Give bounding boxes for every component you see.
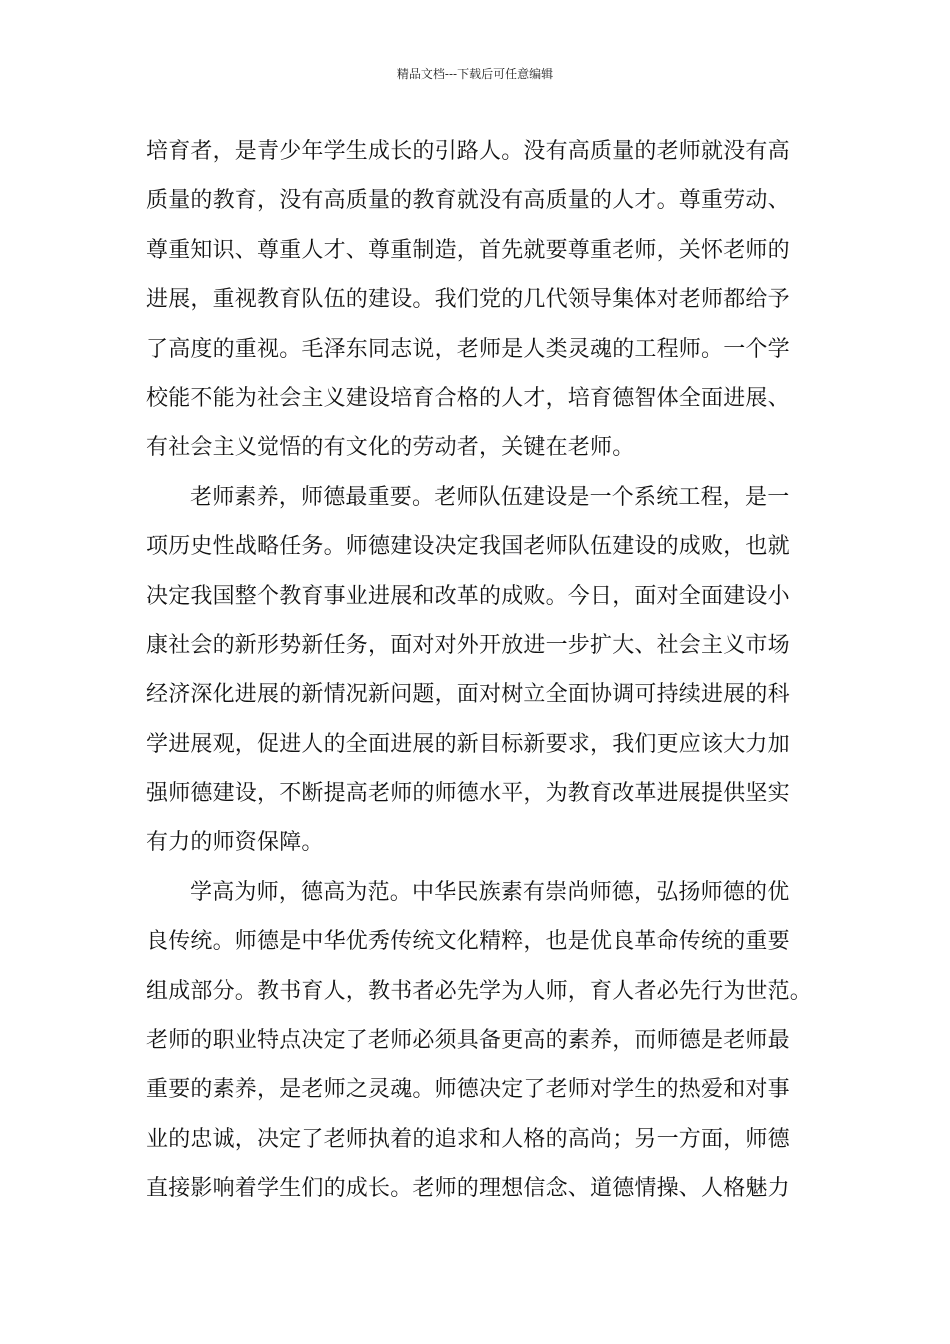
text-line: 直接影响着学生们的成长。老师的理想信念、道德情操、人格魅力	[146, 1176, 790, 1202]
paragraph-3	[146, 868, 816, 1214]
text-line: 学进展观，促进人的全面进展的新目标新要求，我们更应该大力加	[146, 731, 790, 757]
text-line: 老师的职业特点决定了老师必须具备更高的素养，而师德是老师最	[146, 1028, 790, 1054]
text-line: 业的忠诚，决定了老师执着的追求和人格的高尚；另一方面，师德	[146, 1126, 790, 1152]
text-line: 有力的师资保障。	[146, 830, 324, 856]
text-line: 质量的教育，没有高质量的教育就没有高质量的人才。尊重劳动、	[146, 188, 790, 214]
text-line: 康社会的新形势新任务，面对对外开放进一步扩大、社会主义市场	[146, 632, 790, 658]
text-line: 培育者，是青少年学生成长的引路人。没有高质量的老师就没有高	[146, 139, 790, 164]
text-line: 有社会主义觉悟的有文化的劳动者，关键在老师。	[146, 435, 635, 461]
text-line: 学高为师，德高为范。中华民族素有崇尚师德，弘扬师德的优	[190, 879, 790, 905]
paragraph-1	[146, 127, 816, 473]
text-line: 良传统。师德是中华优秀传统文化精粹，也是优良革命传统的重要	[146, 929, 790, 955]
text-line: 了高度的重视。毛泽东同志说，老师是人类灵魂的工程师。一个学	[146, 336, 790, 362]
text-line: 经济深化进展的新情况新问题，面对树立全面协调可持续进展的科	[146, 682, 790, 708]
text-line: 重要的素养，是老师之灵魂。师德决定了老师对学生的热爱和对事	[146, 1077, 790, 1103]
text-line: 尊重知识、尊重人才、尊重制造，首先就要尊重老师，关怀老师的	[146, 237, 790, 263]
text-line: 校能不能为社会主义建设培育合格的人才，培育德智体全面进展、	[146, 385, 790, 411]
page-header: 精品文档---下载后可任意编辑	[396, 67, 554, 81]
text-line: 项历史性战略任务。师德建设决定我国老师队伍建设的成败，也就	[146, 534, 790, 560]
text-line: 强师德建设，不断提高老师的师德水平，为教育改革进展提供坚实	[146, 781, 790, 807]
document-body	[146, 127, 816, 1214]
text-line: 组成部分。教书育人，教书者必先学为人师，育人者必先行为世范。	[146, 978, 813, 1004]
text-line: 决定我国整个教育事业进展和改革的成败。今日，面对全面建设小	[146, 583, 790, 609]
text-line: 老师素养，师德最重要。老师队伍建设是一个系统工程，是一	[190, 484, 790, 510]
text-line: 进展，重视教育队伍的建设。我们党的几代领导集体对老师都给予	[146, 287, 790, 313]
paragraph-2	[146, 473, 816, 868]
